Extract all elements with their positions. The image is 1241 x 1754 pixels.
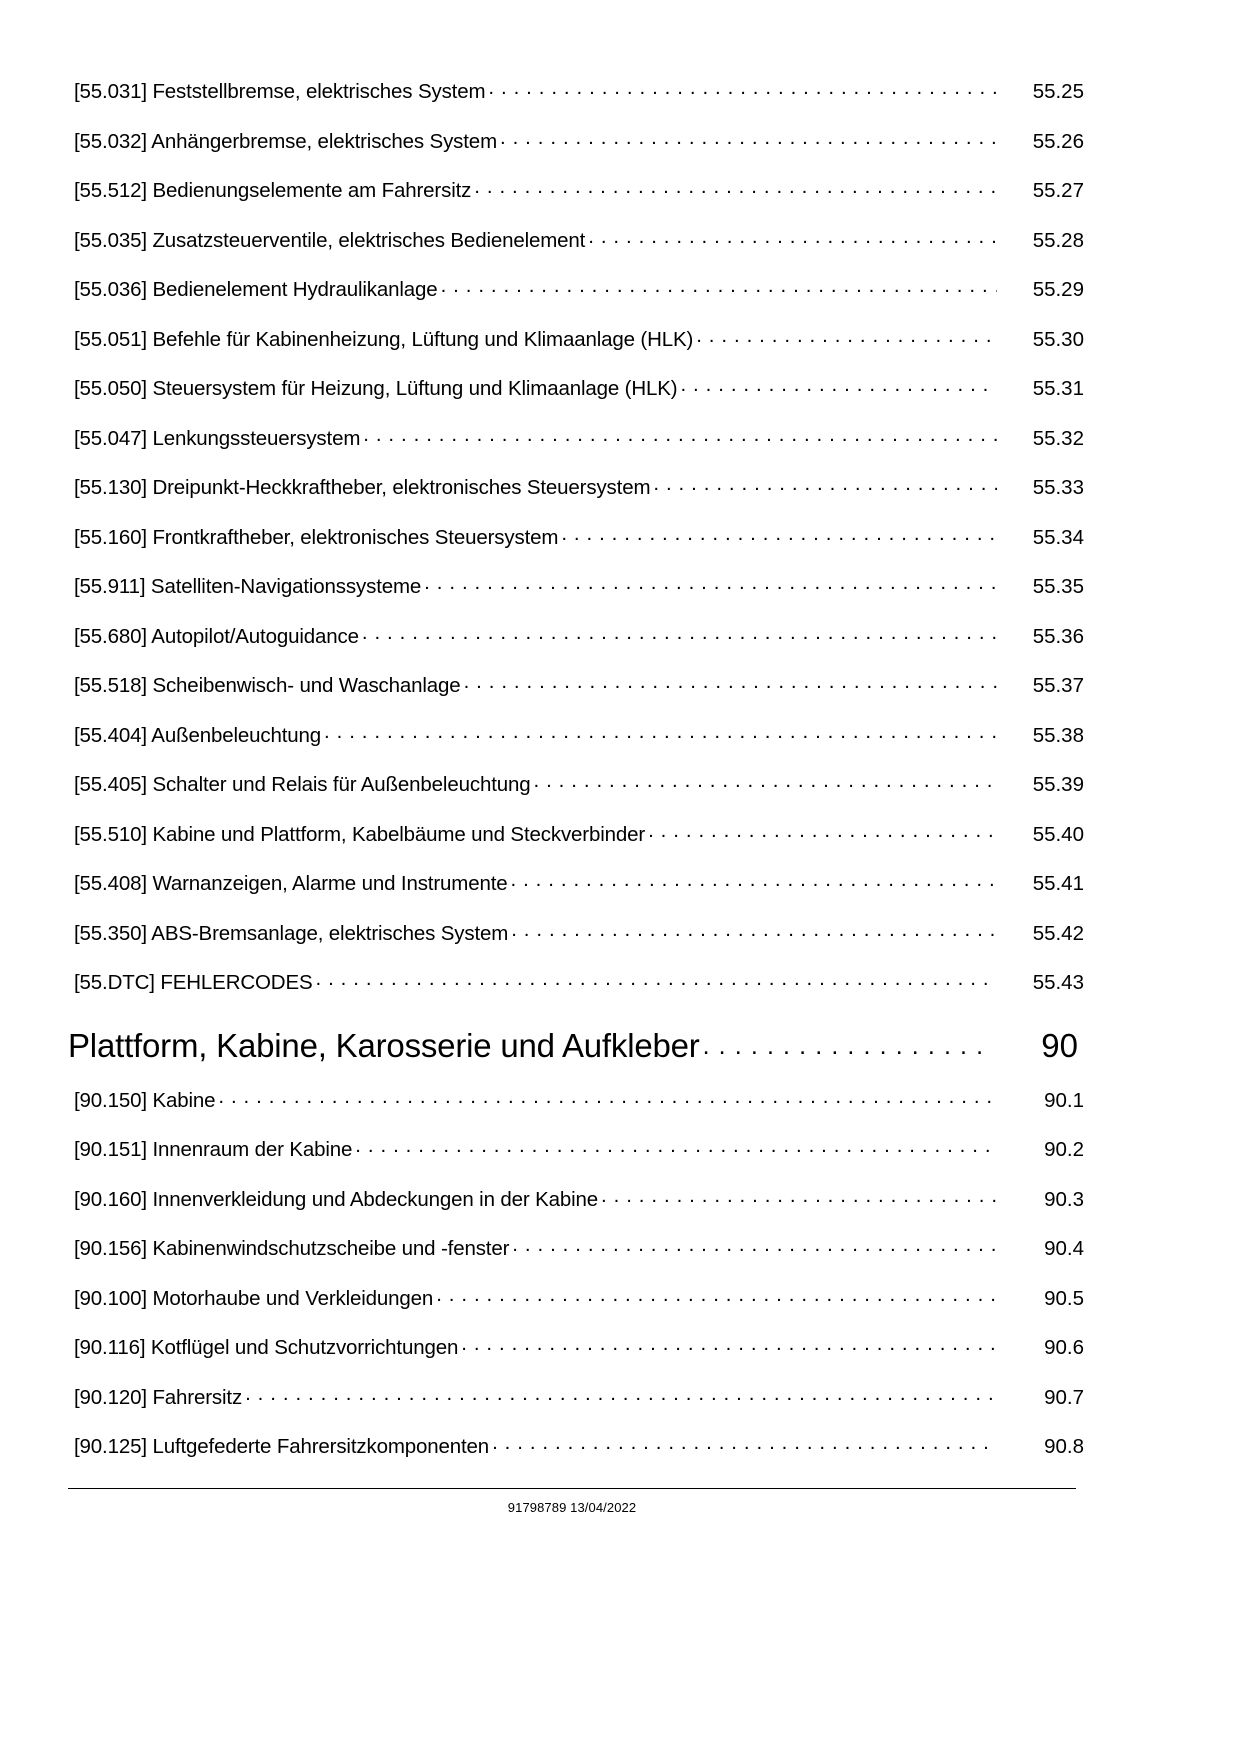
dot-leader xyxy=(500,128,997,149)
dot-leader xyxy=(601,1186,997,1207)
toc-entry-row[interactable] xyxy=(68,822,1084,875)
toc-entry-label: [55.047] Lenkungssteuersystem xyxy=(74,426,361,450)
toc-entry-row[interactable] xyxy=(68,1437,1084,1487)
toc-entry-label: [55.518] Scheibenwisch- und Waschanlage xyxy=(74,674,461,697)
toc-entry-page-number: 55.41 xyxy=(1032,872,1084,895)
toc-entry-page-number: 55.37 xyxy=(1032,674,1084,697)
toc-entry-page-number: 90.3 xyxy=(1044,1187,1084,1211)
toc-entry-page-number: 90.4 xyxy=(1044,1237,1084,1260)
toc-entry-label: [55.050] Steuersystem für Heizung, Lüftung und Klimaanlage (HLK) xyxy=(74,377,678,400)
toc-entry-label: [55.036] Bedienelement Hydraulikanlage xyxy=(74,278,438,301)
dot-leader xyxy=(561,524,997,545)
dot-leader xyxy=(512,1235,997,1256)
dot-leader xyxy=(492,1433,997,1454)
toc-entry-label: [90.120] Fahrersitz xyxy=(74,1385,243,1409)
footer-divider xyxy=(68,1488,1076,1489)
toc-entry-row[interactable] xyxy=(68,1140,1084,1190)
toc-entry-page-number: 55.40 xyxy=(1032,822,1084,846)
toc-entry-label: [55.404] Außenbeleuchtung xyxy=(74,723,322,747)
toc-entry-page-number: 90.7 xyxy=(1044,1385,1084,1409)
dot-leader xyxy=(362,623,997,644)
toc-entry-page-number: 55.38 xyxy=(1032,723,1084,747)
toc-entry-page-number: 55.34 xyxy=(1032,525,1084,549)
toc-entry-page-number: 55.42 xyxy=(1032,921,1084,945)
dot-leader xyxy=(653,474,997,495)
toc-entry-label: [90.150] Kabine xyxy=(74,1088,216,1112)
dot-leader xyxy=(436,1285,997,1306)
toc-entry-row[interactable] xyxy=(68,1338,1084,1388)
toc-entry-page-number: 55.27 xyxy=(1032,179,1084,202)
toc-entry-page-number: 55.39 xyxy=(1032,773,1084,796)
toc-entry-page-number: 55.32 xyxy=(1032,426,1084,450)
toc-entry-page-number: 55.36 xyxy=(1032,624,1084,648)
toc-entry-row[interactable] xyxy=(68,775,1084,825)
toc-entry-label: [90.151] Innenraum der Kabine xyxy=(74,1138,353,1161)
dot-leader xyxy=(245,1384,997,1405)
toc-entry-page-number: 55.28 xyxy=(1032,228,1084,252)
toc-entry-page-number: 90.8 xyxy=(1044,1435,1084,1458)
toc-entry-label: [90.100] Motorhaube und Verkleidungen xyxy=(74,1286,434,1310)
dot-leader xyxy=(511,870,998,891)
toc-entry-row[interactable] xyxy=(68,82,1084,132)
dot-leader xyxy=(680,375,997,396)
dot-leader xyxy=(648,821,997,842)
toc-entry-row[interactable] xyxy=(68,676,1084,726)
toc-entry-row[interactable] xyxy=(68,525,1084,578)
dot-leader xyxy=(316,969,998,990)
toc-entry-label: [55.405] Schalter und Relais für Außenbeleuchtung xyxy=(74,773,531,796)
toc-entry-page-number: 90 xyxy=(1041,1026,1078,1064)
dot-leader xyxy=(703,1034,987,1059)
toc-entry-label: [55.051] Befehle für Kabinenheizung, Lüftung und Klimaanlage (HLK) xyxy=(74,327,694,351)
toc-section-row[interactable] xyxy=(68,1026,1078,1091)
toc-entry-row[interactable] xyxy=(68,1187,1084,1240)
toc-entry-row[interactable] xyxy=(68,129,1084,182)
toc-entry-page-number: 55.29 xyxy=(1032,278,1084,301)
toc-entry-page-number: 90.2 xyxy=(1044,1138,1084,1161)
toc-entry-page-number: 55.31 xyxy=(1032,377,1084,400)
toc-entry-label: [55.160] Frontkraftheber, elektronisches Steuersystem xyxy=(74,525,559,549)
toc-entry-row[interactable] xyxy=(68,624,1084,677)
toc-entry-label: [55.035] Zusatzsteuerventile, elektrisches Bedienelement xyxy=(74,228,586,252)
dot-leader xyxy=(461,1334,997,1355)
toc-entry-row[interactable] xyxy=(68,478,1084,528)
dot-leader xyxy=(588,227,997,248)
toc-entry-page-number: 55.43 xyxy=(1032,971,1084,994)
dot-leader xyxy=(474,177,997,198)
toc-entry-label: [55.130] Dreipunkt-Heckkraftheber, elektronisches Steuersystem xyxy=(74,476,651,499)
dot-leader xyxy=(363,425,997,446)
dot-leader xyxy=(218,1087,997,1108)
dot-leader xyxy=(534,771,998,792)
toc-entry-label: [55.032] Anhängerbremse, elektrisches System xyxy=(74,129,497,153)
toc-entry-label: [90.116] Kotflügel und Schutzvorrichtungen xyxy=(74,1336,459,1359)
toc-entry-page-number: 55.30 xyxy=(1032,327,1084,351)
toc-entry-label: [55.350] ABS-Bremsanlage, elektrisches System xyxy=(74,921,509,945)
toc-entry-row[interactable] xyxy=(68,921,1084,974)
toc-entry-row[interactable] xyxy=(68,577,1084,627)
toc-entry-row[interactable] xyxy=(68,327,1084,380)
toc-entry-row[interactable] xyxy=(68,1385,1084,1438)
toc-entry-page-number: 55.35 xyxy=(1032,575,1084,598)
toc-entry-page-number: 90.6 xyxy=(1044,1336,1084,1359)
toc-entry-row[interactable] xyxy=(68,280,1084,330)
toc-entry-label: [55.031] Feststellbremse, elektrisches System xyxy=(74,80,486,103)
toc-entry-page-number: 55.33 xyxy=(1032,476,1084,499)
toc-entry-page-number: 55.25 xyxy=(1032,80,1084,103)
dot-leader xyxy=(355,1136,997,1157)
toc-entry-row[interactable] xyxy=(68,1286,1084,1339)
toc-entry-label: [55.680] Autopilot/Autoguidance xyxy=(74,624,359,648)
dot-leader xyxy=(324,722,997,743)
table-of-contents xyxy=(68,80,1084,1487)
toc-entry-row[interactable] xyxy=(68,1239,1084,1289)
dot-leader xyxy=(424,573,997,594)
toc-entry-row[interactable] xyxy=(68,181,1084,231)
dot-leader xyxy=(488,78,997,99)
toc-entry-label: [55.911] Satelliten-Navigationssysteme xyxy=(74,575,422,598)
toc-entry-label: [90.125] Luftgefederte Fahrersitzkomponenten xyxy=(74,1435,490,1458)
toc-entry-row[interactable] xyxy=(68,379,1084,429)
toc-entry-label: [55.510] Kabine und Plattform, Kabelbäume und Steckverbinder xyxy=(74,822,646,846)
toc-entry-page-number: 90.1 xyxy=(1044,1088,1084,1112)
toc-entry-row[interactable] xyxy=(68,723,1084,776)
footer-text: 91798789 13/04/2022 xyxy=(507,1500,637,1515)
toc-entry-label: Plattform, Kabine, Karosserie und Aufkleber xyxy=(68,1026,700,1064)
toc-entry-row[interactable] xyxy=(68,228,1084,281)
dot-leader xyxy=(511,920,997,941)
toc-entry-page-number: 55.26 xyxy=(1032,129,1084,153)
toc-entry-label: [55.512] Bedienungselemente am Fahrersitz xyxy=(74,179,472,202)
toc-entry-label: [55.408] Warnanzeigen, Alarme und Instrumente xyxy=(74,872,508,895)
toc-entry-row[interactable] xyxy=(68,1088,1084,1141)
toc-entry-row[interactable] xyxy=(68,874,1084,924)
toc-entry-row[interactable] xyxy=(68,973,1084,1023)
toc-entry-label: [90.156] Kabinenwindschutzscheibe und -fenster xyxy=(74,1237,510,1260)
dot-leader xyxy=(441,276,997,297)
toc-entry-page-number: 90.5 xyxy=(1044,1286,1084,1310)
dot-leader xyxy=(464,672,997,693)
toc-entry-row[interactable] xyxy=(68,426,1084,479)
toc-entry-label: [55.DTC] FEHLERCODES xyxy=(74,971,313,994)
toc-entry-label: [90.160] Innenverkleidung und Abdeckungen in der Kabine xyxy=(74,1187,599,1211)
dot-leader xyxy=(696,326,997,347)
